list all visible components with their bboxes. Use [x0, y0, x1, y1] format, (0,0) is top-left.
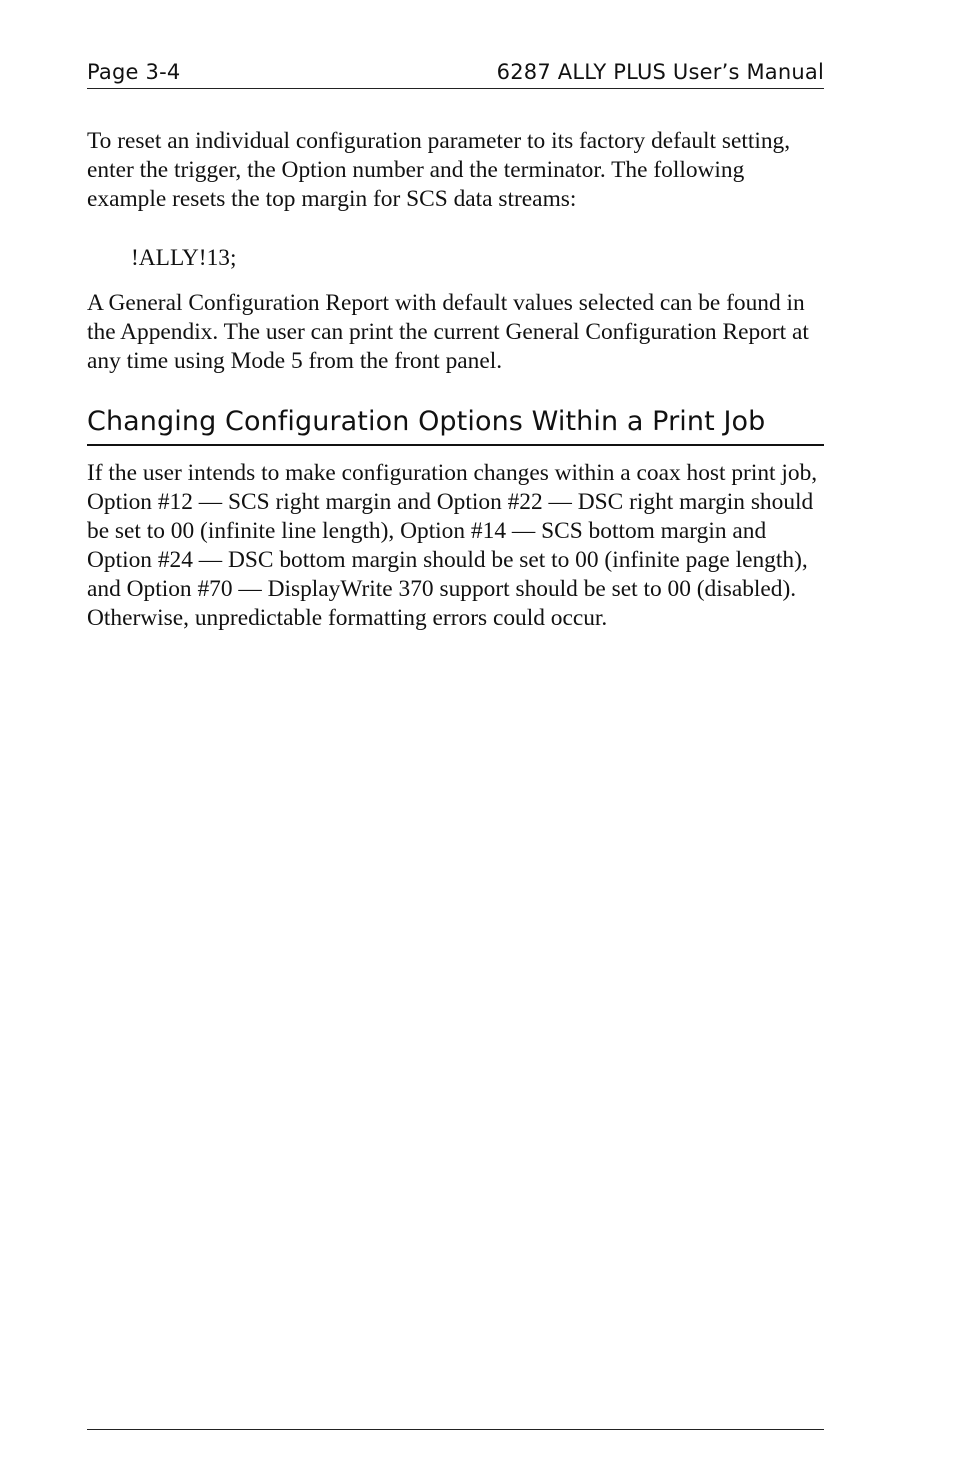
section-heading: Changing Configuration Options Within a Print Job — [87, 404, 824, 446]
report-paragraph: A General Configuration Report with default values selected can be found in the Appendix. The user can print the current General Configuration Report at any time using Mode 5 from the front panel. — [87, 290, 809, 374]
page-header — [87, 58, 824, 89]
manual-title: 6287 ALLY PLUS User’s Manual — [496, 60, 824, 84]
print-job-paragraph: If the user intends to make configuration changes within a coax host print job, Option #12 — SCS right margin and Option #22 — DSC right margin should be set to 00 (infinite line length), Option #14 — SCS bottom margin and Option #24 — DSC bottom margin should be set to 00 (infinite page length), and Option #70 — DisplayWrite 370 support should be set to 00 (disabled). Otherwise, unpredictable formatting errors could occur. — [87, 460, 818, 631]
page-number: Page 3-4 — [87, 60, 181, 84]
example-command: !ALLY!13; — [131, 245, 237, 271]
intro-paragraph: To reset an individual configuration parameter to its factory default setting, enter the trigger, the Option number and the terminator. The following example resets the top margin for SCS data streams: — [87, 128, 791, 212]
footer-rule — [87, 1429, 824, 1430]
